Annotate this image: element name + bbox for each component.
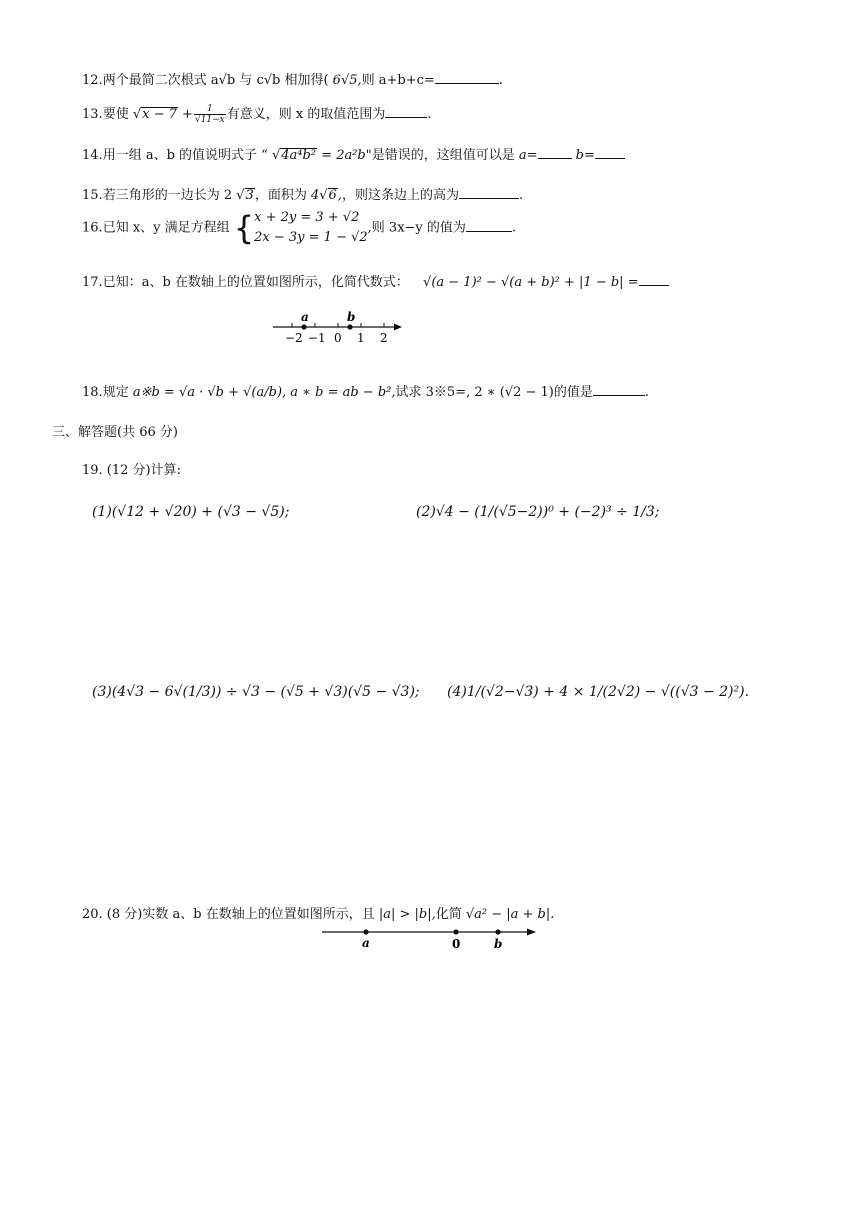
punctuation: . xyxy=(511,220,517,236)
point-zero xyxy=(453,929,458,934)
question-number: 18. xyxy=(82,385,103,400)
question-number: 15. xyxy=(82,188,103,203)
math-expression: √a² − |a + b|. xyxy=(465,907,555,922)
section-title: 三、解答题(共 66 分) xyxy=(52,425,178,440)
math-expression: √(a − 1)² − √(a + b)² + |1 − b| = xyxy=(423,275,639,290)
question-19-part-3: (3)(4√3 − 6√(1/3)) ÷ √3 − (√5 + √3)(√5 − √3); xyxy=(92,684,420,700)
a-label: a= xyxy=(518,148,538,163)
zero-label: 0 xyxy=(452,937,461,951)
math-expression: 4√6, xyxy=(310,188,342,203)
number-line-2 xyxy=(318,922,548,952)
tick-label: −2 xyxy=(285,331,303,345)
question-text: 已知：a、b 在数轴上的位置如图所示，化简代数式： xyxy=(102,275,409,290)
punctuation: . xyxy=(427,107,432,122)
question-text: 化简 xyxy=(435,907,466,922)
math-expression: √4a⁴b² = 2a²b xyxy=(271,148,366,163)
tick-label: 0 xyxy=(334,331,342,345)
b-label: b= xyxy=(575,148,595,163)
question-18 xyxy=(82,382,649,402)
question-text: 有意义，则 x 的取值范围为 xyxy=(226,107,386,122)
question-13 xyxy=(82,104,432,125)
question-19-part-4: (4)1/(√2−√3) + 4 × 1/(2√2) − √((√3 − 2)²). xyxy=(447,684,750,700)
math-expression: √x − 7 + $\frac{1}{√11-x}$ xyxy=(132,104,225,125)
answer-blank[interactable] xyxy=(435,70,499,84)
question-text: "是错误的，这组值可以是 xyxy=(365,148,515,163)
tick-label: 1 xyxy=(357,331,365,345)
answer-blank[interactable] xyxy=(639,272,669,286)
equation-1: x + 2y = 3 + √2 xyxy=(254,210,360,225)
question-text: 用一组 a、b 的值说明式子 “ xyxy=(102,148,268,163)
question-14 xyxy=(82,145,625,165)
math-expression: 6√5, xyxy=(332,73,362,88)
answer-blank[interactable] xyxy=(385,104,427,118)
tick-label: 2 xyxy=(380,331,388,345)
question-text: 若三角形的一边长为 2 xyxy=(102,188,237,203)
arrow-head xyxy=(527,929,536,936)
point-b-label: b xyxy=(494,937,503,951)
equation-2: 2x − 3y = 1 − √2 xyxy=(254,230,368,245)
question-19-part-2: (2)√4 − (1/(√5−2))⁰ + (−2)³ ÷ 1/3; xyxy=(416,504,660,520)
question-text: 则 a+b+c= xyxy=(361,73,435,88)
point-b xyxy=(347,324,352,329)
question-number: 12. xyxy=(82,73,103,88)
question-text: ,则 3x−y 的值为 xyxy=(367,220,466,236)
point-a-label: a xyxy=(301,310,309,324)
point-b-label: b xyxy=(347,310,356,324)
question-text: 试求 3※5=, 2 ∗ (√2 − 1)的值是 xyxy=(395,385,593,400)
question-text: 两个最简二次根式 a√b 与 c√b 相加得( xyxy=(102,73,329,88)
answer-blank-b[interactable] xyxy=(595,145,625,159)
answer-blank[interactable] xyxy=(459,185,519,199)
answer-blank-a[interactable] xyxy=(538,145,572,159)
punctuation: . xyxy=(498,73,503,88)
question-text: 20. (8 分)实数 a、b 在数轴上的位置如图所示，且 xyxy=(82,907,379,922)
question-number: 13. xyxy=(82,107,103,122)
question-text: ，则这条边上的高为 xyxy=(341,188,459,203)
question-number: 17. xyxy=(82,275,103,290)
point-a-label: a xyxy=(362,936,370,950)
question-12 xyxy=(82,70,503,90)
question-text: ，面积为 xyxy=(254,188,311,203)
punctuation: . xyxy=(644,385,649,400)
brace-symbol: { xyxy=(233,209,255,247)
question-16 xyxy=(82,208,516,248)
question-number: 14. xyxy=(82,148,103,163)
number-line-1 xyxy=(268,308,413,348)
arrow-head xyxy=(394,324,402,331)
point-b xyxy=(495,929,500,934)
question-19-heading: 19. (12 分)计算: xyxy=(82,463,182,478)
math-expression: √3 xyxy=(236,188,254,203)
answer-blank[interactable] xyxy=(593,382,645,396)
question-text: 已知 x、y 满足方程组 xyxy=(102,220,230,236)
tick-label: −1 xyxy=(308,331,326,345)
question-number: 16. xyxy=(82,220,103,236)
question-text: 要使 xyxy=(102,107,129,122)
punctuation: . xyxy=(518,188,524,203)
equation-system xyxy=(254,208,368,248)
math-expression: a※b = √a · √b + √(a/b), a ∗ b = ab − b², xyxy=(132,385,396,400)
point-a xyxy=(301,324,306,329)
math-condition: |a| > |b|, xyxy=(378,907,436,922)
answer-blank[interactable] xyxy=(466,218,512,232)
point-a xyxy=(363,929,368,934)
question-19-part-1: (1)(√12 + √20) + (√3 − √5); xyxy=(92,504,290,520)
question-17 xyxy=(82,272,669,292)
question-text: 规定 xyxy=(102,385,133,400)
question-15 xyxy=(82,185,523,205)
